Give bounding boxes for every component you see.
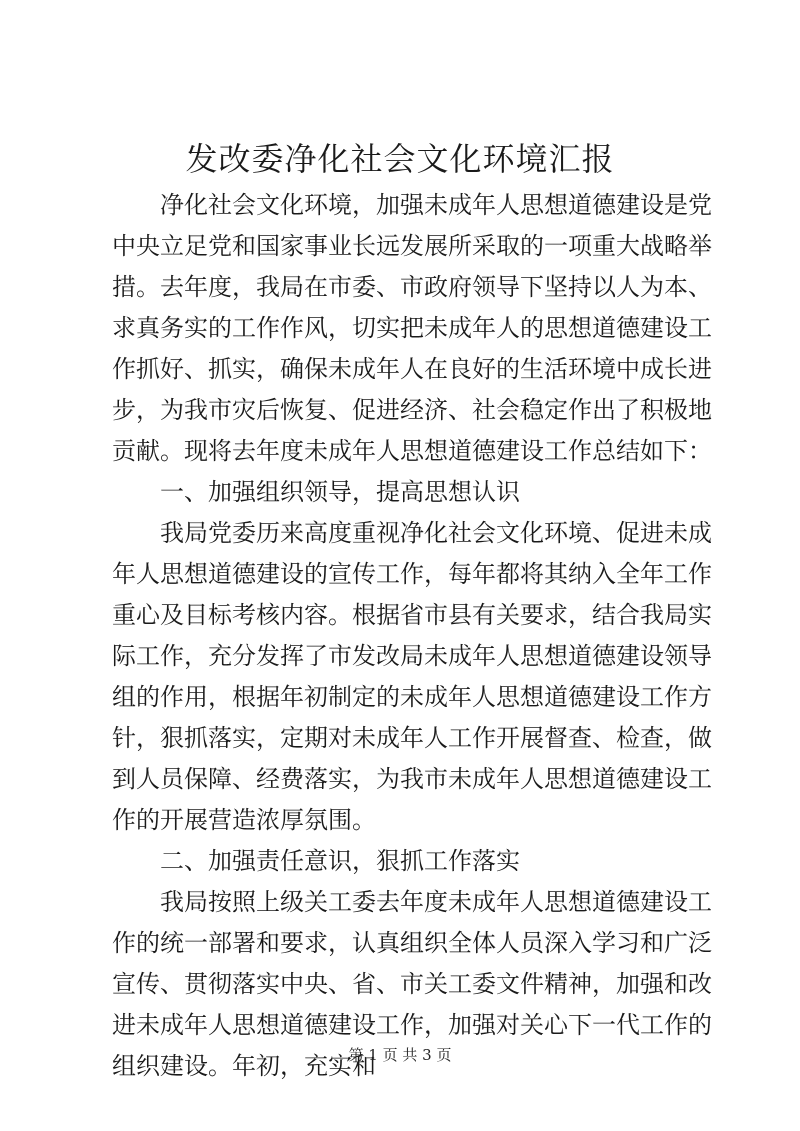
section-paragraph-2: 我局按照上级关工委去年度未成年人思想道德建设工作的统一部署和要求，认真组织全体人员深入学习和广泛宣传、贯彻落实中央、省、市关工委文件精神，加强和改进未成年人思想道德建设工作，加强对关心下一代工作的组织建设。年初，充实和 <box>112 888 712 1080</box>
section-heading-1: 一、加强组织领导，提高思想认识 <box>160 478 520 506</box>
document-body <box>112 185 712 1087</box>
document-title: 发改委净化社会文化环境汇报 <box>185 140 615 178</box>
page-footer: 第 1 页 共 3 页 <box>348 1046 452 1064</box>
section-paragraph-1: 我局党委历来高度重视净化社会文化环境、促进未成年人思想道德建设的宣传工作，每年都将其纳入全年工作重心及目标考核内容。根据省市县有关要求，结合我局实际工作，充分发挥了市发改局未成年人思想道德建设领导组的作用，根据年初制定的未成年人思想道德建设工作方针，狠抓落实，定期对未成年人工作开展督查、检查，做到人员保障、经费落实，为我市未成年人思想道德建设工作的开展营造浓厚氛围。 <box>112 519 712 834</box>
section-heading-2: 二、加强责任意识，狠抓工作落实 <box>160 847 520 875</box>
intro-paragraph: 净化社会文化环境，加强未成年人思想道德建设是党中央立足党和国家事业长远发展所采取的一项重大战略举措。去年度，我局在市委、市政府领导下坚持以人为本、求真务实的工作作风，切实把未成年人的思想道德建设工作抓好、抓实，确保未成年人在良好的生活环境中成长进步，为我市灾后恢复、促进经济、社会稳定作出了积极地贡献。现将去年度未成年人思想道德建设工作总结如下： <box>112 191 712 465</box>
